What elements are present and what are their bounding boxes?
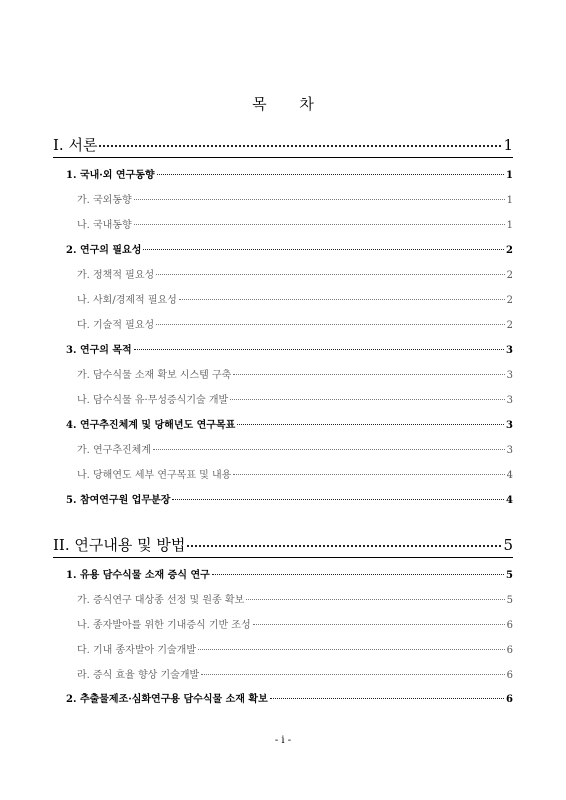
- toc-subsection-label: 2. 연구의 필요성: [66, 245, 142, 256]
- toc-dot-leader: [156, 274, 504, 275]
- toc-item-label: 나. 담수식물 유·무성증식기술 개발: [77, 395, 229, 406]
- toc-page-number: 5: [506, 595, 513, 606]
- toc-item[interactable]: [77, 216, 513, 231]
- toc-page-number: 3: [506, 345, 513, 356]
- toc-page-number: 3: [506, 445, 513, 456]
- toc-page-number: 1: [506, 195, 513, 206]
- toc-dot-leader: [201, 674, 504, 675]
- toc-page-number: 4: [506, 495, 513, 506]
- toc-dot-leader: [187, 545, 501, 547]
- toc-item[interactable]: [77, 391, 513, 406]
- toc-dot-leader: [153, 449, 505, 450]
- toc-dot-leader: [134, 349, 504, 350]
- toc-item[interactable]: [77, 191, 513, 206]
- toc-item[interactable]: [77, 291, 513, 306]
- toc-item-label: 나. 사회/경제적 필요성: [77, 295, 177, 306]
- toc-item[interactable]: [77, 591, 513, 606]
- toc-page-number: 3: [506, 395, 513, 406]
- toc-item-label: 나. 당해연도 세부 연구목표 및 내용: [77, 470, 232, 481]
- toc-dot-leader: [172, 499, 504, 500]
- toc-page-number: 5: [503, 536, 513, 554]
- toc-dot-leader: [212, 574, 504, 575]
- toc-subsection-label: 3. 연구의 목적: [66, 345, 132, 356]
- toc-dot-leader: [179, 299, 505, 300]
- toc-page-number: 3: [506, 370, 513, 381]
- toc-item[interactable]: [77, 641, 513, 656]
- toc-dot-leader: [253, 624, 505, 625]
- toc-page-number: 3: [506, 420, 513, 431]
- page-footer: - i -: [274, 735, 292, 746]
- toc-dot-leader: [233, 374, 504, 375]
- toc-item[interactable]: [77, 316, 513, 331]
- toc-subsection-label: 4. 연구추진체계 및 당해년도 연구목표: [66, 420, 236, 431]
- toc-item[interactable]: [77, 666, 513, 681]
- toc-item[interactable]: [77, 466, 513, 481]
- toc-page-number: 6: [506, 670, 513, 681]
- toc-subsection-label: 5. 참여연구원 업무분장: [66, 495, 171, 506]
- toc-dot-leader: [143, 249, 504, 250]
- toc-subsection[interactable]: [66, 566, 513, 581]
- toc-page-number: 6: [506, 620, 513, 631]
- toc-section-label: II. 연구내용 및 방법: [53, 536, 186, 554]
- toc-item-label: 가. 담수식물 소재 확보 시스템 구축: [77, 370, 232, 381]
- toc-page-number: 2: [506, 245, 513, 256]
- toc-dot-leader: [237, 424, 504, 425]
- toc-item-label: 가. 정책적 필요성: [77, 270, 155, 281]
- toc-item-label: 나. 국내동향: [77, 220, 132, 231]
- toc-dot-leader: [198, 649, 505, 650]
- toc-item[interactable]: [77, 266, 513, 281]
- toc-section-1[interactable]: [53, 134, 513, 155]
- toc-dot-leader: [157, 174, 505, 175]
- section-divider: [53, 157, 513, 158]
- toc-page-number: 1: [506, 220, 513, 231]
- toc-subsection-label: 1. 유용 담수식물 소재 증식 연구: [66, 570, 210, 581]
- toc-dot-leader: [230, 399, 504, 400]
- toc-item[interactable]: [77, 441, 513, 456]
- toc-subsection[interactable]: [66, 166, 513, 181]
- toc-subsection[interactable]: [66, 241, 513, 256]
- toc-item-label: 가. 국외동향: [77, 195, 132, 206]
- toc-item-label: 다. 기술적 필요성: [77, 320, 155, 331]
- toc-title: 목 차: [252, 95, 328, 113]
- toc-dot-leader: [134, 224, 505, 225]
- toc-item-label: 다. 기내 종자발아 기술개발: [77, 645, 196, 656]
- toc-subsection[interactable]: [66, 690, 513, 705]
- toc-page-number: 2: [506, 320, 513, 331]
- toc-section-2[interactable]: [53, 534, 513, 555]
- toc-dot-leader: [233, 474, 504, 475]
- toc-page-number: 1: [506, 170, 513, 181]
- toc-dot-leader: [246, 599, 504, 600]
- toc-item-label: 라. 증식 효율 향상 기술개발: [77, 670, 200, 681]
- toc-subsection-label: 1. 국내·외 연구동향: [66, 170, 155, 181]
- toc-page-number: 1: [503, 136, 513, 154]
- toc-page-number: 2: [506, 295, 513, 306]
- toc-subsection[interactable]: [66, 341, 513, 356]
- toc-item[interactable]: [77, 616, 513, 631]
- toc-item-label: 나. 종자발아를 위한 기내증식 기반 조성: [77, 620, 251, 631]
- section-divider: [53, 557, 513, 558]
- toc-page-number: 5: [506, 570, 513, 581]
- toc-subsection[interactable]: [66, 416, 513, 431]
- toc-item-label: 가. 연구추진체계: [77, 445, 151, 456]
- toc-dot-leader: [270, 698, 504, 699]
- toc-section-label: I. 서론: [53, 136, 98, 154]
- toc-page-number: 4: [506, 470, 513, 481]
- toc-dot-leader: [156, 324, 504, 325]
- toc-dot-leader: [99, 145, 501, 147]
- toc-page-number: 6: [506, 694, 513, 705]
- toc-item[interactable]: [77, 366, 513, 381]
- toc-subsection-label: 2. 추출물제조·심화연구용 담수식물 소재 확보: [66, 694, 268, 705]
- toc-subsection[interactable]: [66, 491, 513, 506]
- toc-dot-leader: [134, 199, 505, 200]
- toc-item-label: 가. 증식연구 대상종 선정 및 원종 확보: [77, 595, 245, 606]
- toc-page-number: 2: [506, 270, 513, 281]
- toc-page-number: 6: [506, 645, 513, 656]
